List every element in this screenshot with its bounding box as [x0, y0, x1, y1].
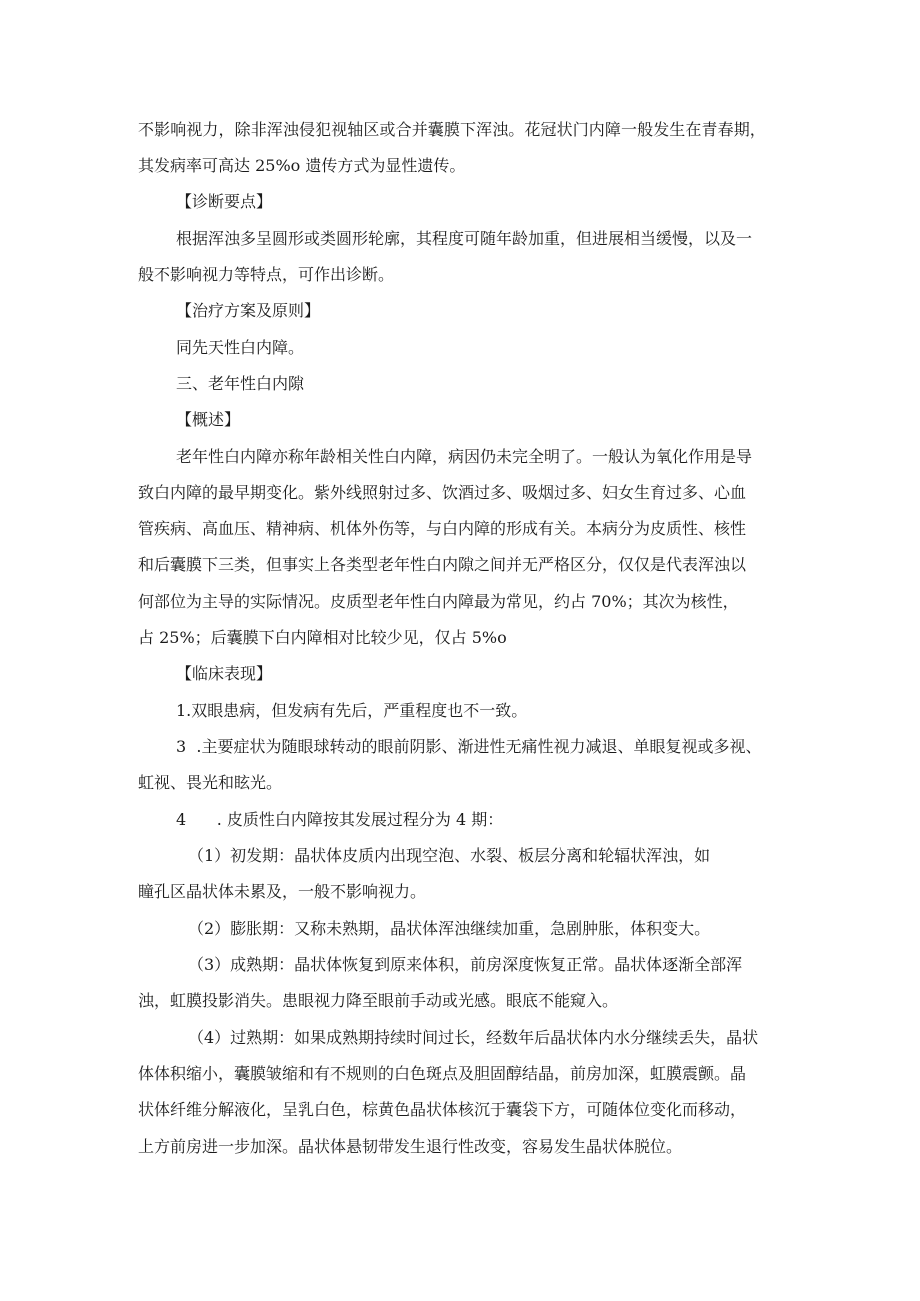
paragraph-line: 同先天性白内障。	[176, 338, 305, 357]
list-subitem: （2）膨胀期：又称未熟期，晶状体浑浊继续加重，急剧肿胀，体积变大。	[188, 919, 711, 938]
paragraph-line: 浊，虹膜投影消失。患眼视力降至眼前手动或光感。眼底不能窥入。	[138, 991, 619, 1010]
paragraph-line: 老年性白内障亦称年龄相关性白内障，病因仍未完全明了。一般认为氧化作用是导	[176, 447, 753, 466]
paragraph-line: 虹视、畏光和眩光。	[138, 773, 283, 792]
paragraph-line: 状体纤维分解液化，呈乳白色，棕黄色晶状体核沉于囊袋下方，可随体位变化而移动，	[138, 1100, 747, 1119]
chapter-heading: 三、老年性白内隙	[176, 374, 305, 393]
paragraph-line: 管疾病、高血压、精神病、机体外伤等，与白内障的形成有关。本病分为皮质性、核性	[138, 519, 747, 538]
section-heading-overview: 【概述】	[176, 410, 241, 429]
paragraph-line: 不影响视力，除非浑浊侵犯视轴区或合并囊膜下浑浊。花冠状门内障一般发生在青春期，	[138, 120, 766, 139]
list-item: 4 . 皮质性白内障按其发展过程分为 4 期：	[176, 810, 504, 829]
paragraph-line: 根据浑浊多呈圆形或类圆形轮廓，其程度可随年龄加重，但进展相当缓慢，以及一	[176, 229, 753, 248]
section-heading-treatment: 【治疗方案及原则】	[176, 301, 321, 320]
paragraph-line: 致白内障的最早期变化。紫外线照射过多、饮酒过多、吸烟过多、妇女生育过多、心血	[138, 483, 747, 502]
paragraph-line: 般不影响视力等特点，可作出诊断。	[138, 265, 395, 284]
section-heading-diagnosis: 【诊断要点】	[176, 192, 273, 211]
list-subitem: （4）过熟期：如果成熟期持续时间过长，经数年后晶状体内水分继续丢失，晶状	[188, 1028, 759, 1047]
paragraph-line: 上方前房进一步加深。晶状体悬韧带发生退行性改变，容易发生晶状体脱位。	[138, 1137, 683, 1156]
list-item: 1.双眼患病，但发病有先后，严重程度也不一致。	[176, 701, 528, 720]
paragraph-line: 何部位为主导的实际情况。皮质型老年性白内障最为常见，约占 70%；其次为核性，	[138, 592, 739, 611]
paragraph-line: 和后囊膜下三类，但事实上各类型老年性白内隙之间并无严格区分，仅仅是代表浑浊以	[138, 555, 747, 574]
paragraph-line: 体体积缩小，囊膜皱缩和有不规则的白色斑点及胆固醇结晶，前房加深，虹膜震颤。晶	[138, 1064, 747, 1083]
paragraph-line: 瞳孔区晶状体未累及，一般不影响视力。	[138, 882, 427, 901]
section-heading-clinical: 【临床表现】	[176, 664, 273, 683]
list-subitem: （3）成熟期：晶状体恢复到原来体积，前房深度恢复正常。晶状体逐渐全部浑	[188, 955, 743, 974]
list-subitem: （1）初发期：晶状体皮质内出现空泡、水裂、板层分离和轮辐状浑浊，如	[188, 846, 711, 865]
list-item: 3 .主要症状为随眼球转动的眼前阴影、渐进性无痛性视力减退、单眼复视或多视、	[176, 737, 762, 756]
paragraph-line: 占 25%；后囊膜下白内障相对比较少见，仅占 5%o	[138, 628, 507, 647]
paragraph-line: 其发病率可高达 25%o 遗传方式为显性遗传。	[138, 156, 466, 175]
